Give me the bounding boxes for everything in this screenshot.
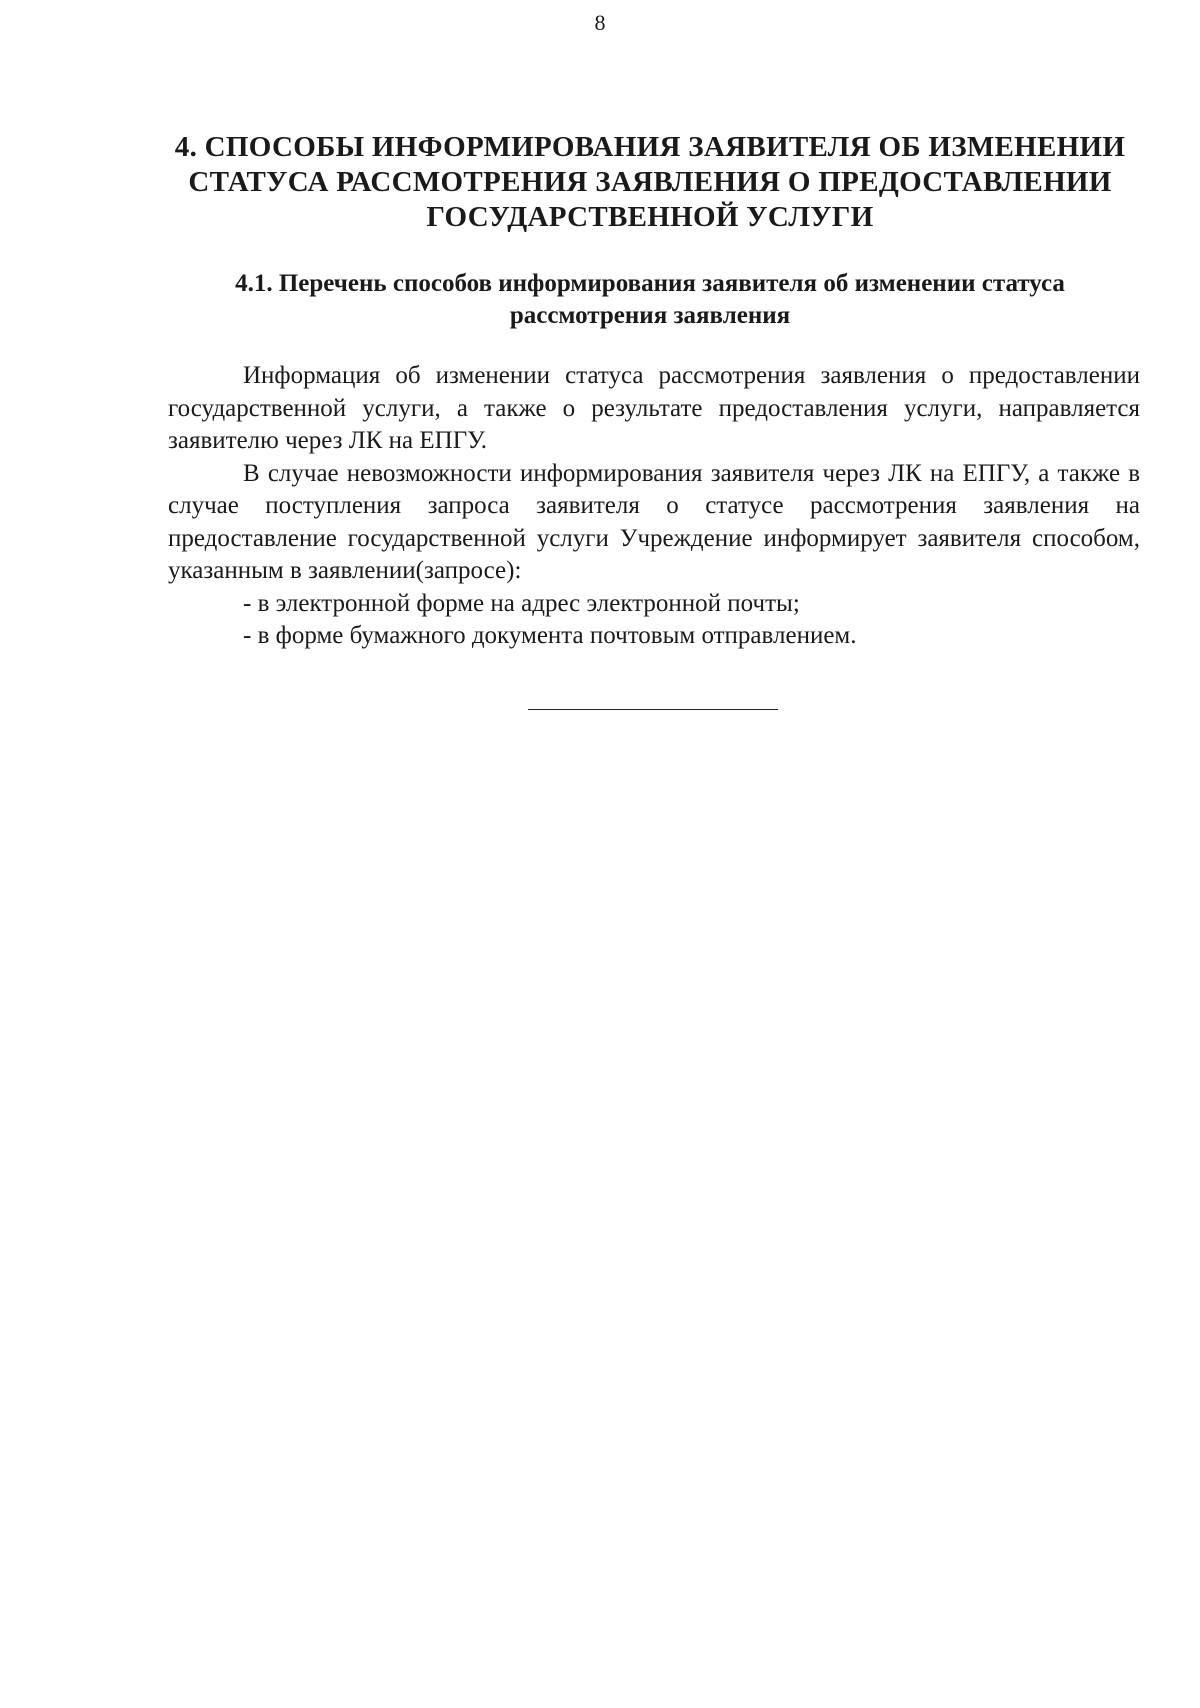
end-divider xyxy=(528,709,778,710)
subsection-title-line-2: рассмотрения заявления xyxy=(509,302,791,329)
paragraph-alternative-methods: В случае невозможности информирования заявителя через ЛК на ЕПГУ, а также в случае поступления запроса заявителя о статусе рассмотрения заявления на предоставление государственной услуги Учреждение информирует заявителя способом, указанным в заявлении(запросе): xyxy=(168,459,1140,584)
section-title-line-1: 4. СПОСОБЫ ИНФОРМИРОВАНИЯ ЗАЯВИТЕЛЯ ОБ ИЗМЕНЕНИИ xyxy=(174,131,1126,163)
list-item-email: - в электронной форме на адрес электронной почты; xyxy=(243,589,800,617)
paragraph-status-info: Информация об изменении статуса рассмотрения заявления о предоставлении государственной услуги, а также о результате предоставления услуги, направляется заявителю через ЛК на ЕПГУ. xyxy=(168,362,1140,454)
section-title xyxy=(160,130,1140,235)
subsection-title xyxy=(160,268,1140,332)
section-title-line-2: СТАТУСА РАССМОТРЕНИЯ ЗАЯВЛЕНИЯ О ПРЕДОСТАВЛЕНИИ xyxy=(188,166,1112,198)
section-title-line-3: ГОСУДАРСТВЕННОЙ УСЛУГИ xyxy=(426,201,874,233)
list-item-postal: - в форме бумажного документа почтовым отправлением. xyxy=(243,622,857,649)
subsection-title-line-1: 4.1. Перечень способов информирования заявителя об изменении статуса xyxy=(235,270,1065,297)
page-number: 8 xyxy=(594,10,606,35)
body-text xyxy=(168,360,1140,653)
